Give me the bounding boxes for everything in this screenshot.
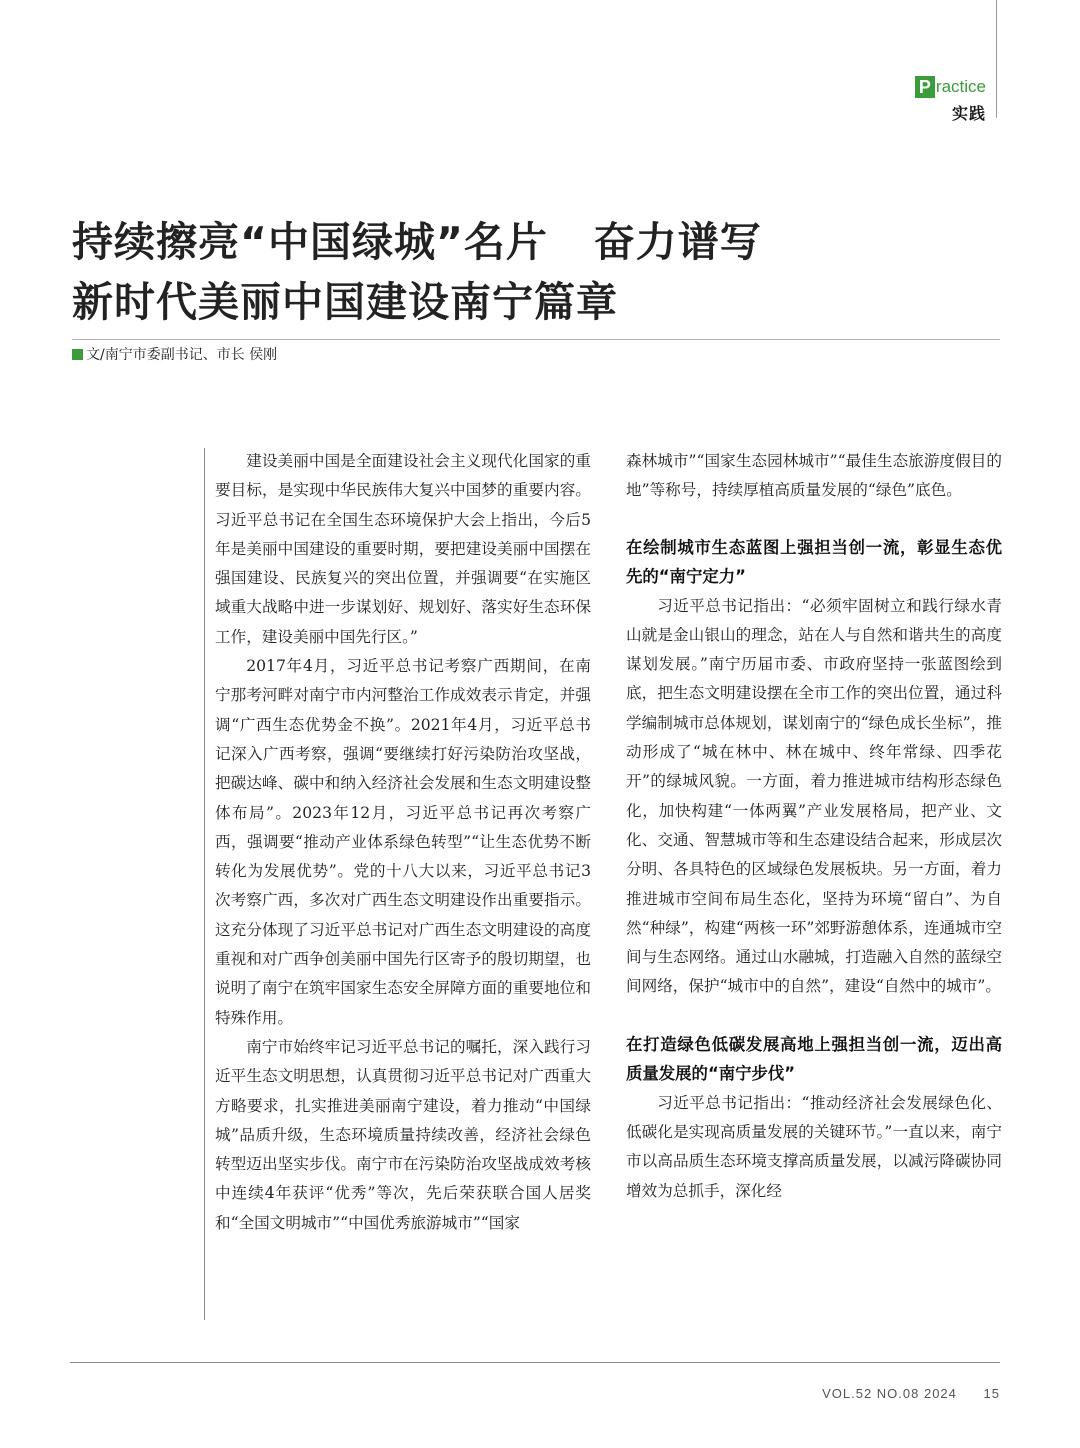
section-english [915,76,986,98]
section-english-rest: ractice [935,77,986,96]
footer [822,1386,1000,1401]
byline-text: 文/南宁市委副书记、市长 侯刚 [86,347,278,363]
byline-square-icon [72,349,83,360]
title-line-2: 新时代美丽中国建设南宁篇章 [72,278,618,326]
footer-rule [70,1362,1000,1363]
header-vertical-rule [996,0,997,118]
body-paragraph: 南宁市始终牢记习近平总书记的嘱托，深入践行习近平生态文明思想，认真贯彻习近平总书记对广西重大方略要求，扎实推进美丽南宁建设，着力推动“中国绿城”品质升级，生态环境质量持续改善，经济社会绿色转型迈出坚实步伐。南宁市在污染防治攻坚战成效考核中连续4年获评“优秀”等次，先后荣获联合国人居奖和“全国文明城市”“中国优秀旅游城市”“国家 [215,1037,591,1232]
body-paragraph: 建设美丽中国是全面建设社会主义现代化国家的重要目标，是实现中华民族伟大复兴中国梦的重要内容。习近平总书记在全国生态环境保护大会上指出，今后5年是美丽中国建设的重要时期，要把建设美丽中国摆在强国建设、民族复兴的突出位置，并强调要“在实施区域重大战略中进一步谋划好、规划好、落实好生态环保工作，建设美丽中国先行区。” [215,452,591,646]
left-column [215,447,591,1238]
title-line-1: 持续擦亮“中国绿城”名片 奋力谱写 [72,218,762,266]
page-number: 15 [983,1386,1000,1401]
continued-paragraph: 森林城市”“国家生态园林城市”“最佳生态旅游度假目的地”等称号，持续厚植高质量发展的“绿色”底色。 [626,452,1002,500]
body-paragraph: 习近平总书记指出：“必须牢固树立和践行绿水青山就是金山银山的理念，站在人与自然和谐共生的高度谋划发展。”南宁历届市委、市政府坚持一张蓝图绘到底，把生态文明建设摆在全市工作的突出位置，通过科学编制城市总体规划，谋划南宁的“绿色成长坐标”，推动形成了“城在林中、林在城中、终年常绿、四季花开”的绿城风貌。一方面，着力推进城市结构形态绿色化，加快构建“一体两翼”产业发展格局，把产业、文化、交通、智慧城市等和生态建设结合起来，形成层次分明、各具特色的区域绿色发展板块。另一方面，着力推进城市空间布局生态化，坚持为环境“留白”、为自然“种绿”，构建“两核一环”郊野游憩体系，连通城市空间与生态网络。通过山水融城，打造融入自然的蓝绿空间网络，保护“城市中的自然”，建设“自然中的城市”。 [626,596,1002,996]
article-title [72,212,972,332]
section-heading-1: 在绘制城市生态蓝图上强担当创一流，彰显生态优先的“南宁定力” [626,537,1002,587]
byline-rule [72,339,1000,340]
section-heading-2: 在打造绿色低碳发展高地上强担当创一流，迈出高质量发展的“南宁步伐” [626,1034,1002,1084]
byline [72,344,277,364]
column-rule [204,448,205,1320]
issue-info: VOL.52 NO.08 2024 [822,1386,957,1401]
section-initial-badge: P [915,76,935,98]
section-tag [915,76,986,124]
body-paragraph: 2017年4月，习近平总书记考察广西期间，在南宁那考河畔对南宁市内河整治工作成效表示肯定，并强调“广西生态优势金不换”。2021年4月，习近平总书记深入广西考察，强调“要继续打好污染防治攻坚战，把碳达峰、碳中和纳入经济社会发展和生态文明建设整体布局”。2023年12月，习近平总书记再次考察广西，强调要“推动产业体系绿色转型”“让生态优势不断转化为发展优势”。党的十八大以来，习近平总书记3次考察广西，多次对广西生态文明建设作出重要指示。这充分体现了习近平总书记对广西生态文明建设的高度重视和对广西争创美丽中国先行区寄予的殷切期望，也说明了南宁在筑牢国家生态安全屏障方面的重要地位和特殊作用。 [215,657,591,1027]
right-column [626,447,1002,1206]
section-chinese: 实践 [951,104,986,123]
body-paragraph: 习近平总书记指出：“推动经济社会发展绿色化、低碳化是实现高质量发展的关键环节。”一直以来，南宁市以高品质生态环境支撑高质量发展，以减污降碳协同增效为总抓手，深化经 [626,1093,1002,1200]
